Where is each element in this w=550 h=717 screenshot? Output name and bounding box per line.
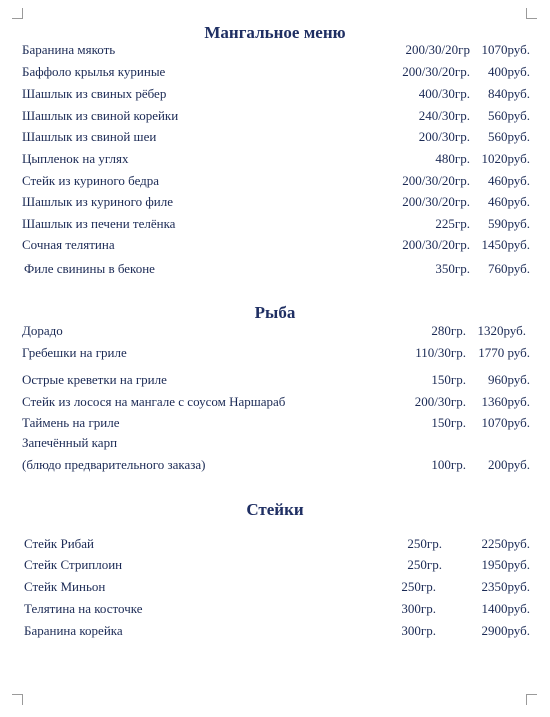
item-price: 1950руб. bbox=[481, 557, 530, 572]
item-price: 1450руб. bbox=[481, 237, 530, 252]
item-name: Таймень на гриле bbox=[22, 415, 120, 430]
item-weight: 150гр. bbox=[431, 415, 466, 430]
section-title-steaks: Стейки bbox=[246, 500, 304, 519]
item-name: Стейк Рибай bbox=[24, 536, 95, 551]
menu-item bbox=[22, 621, 530, 641]
menu-item bbox=[22, 392, 530, 412]
item-price: 960руб. bbox=[487, 372, 530, 387]
item-name: Филе свинины в беконе bbox=[24, 261, 155, 276]
item-price: 590руб. bbox=[487, 216, 530, 231]
item-price: 560руб. bbox=[487, 129, 530, 144]
item-name: Стейк из лосося на мангале с соусом Наршараб bbox=[22, 394, 286, 409]
item-weight: 250гр. bbox=[407, 557, 442, 572]
item-weight: 240/30гр. bbox=[418, 108, 470, 123]
menu-item bbox=[22, 235, 530, 255]
menu-item bbox=[22, 127, 530, 147]
menu-item bbox=[22, 433, 530, 453]
crop-mark-bottom-right bbox=[526, 694, 537, 705]
menu-item bbox=[22, 577, 530, 597]
item-name: Цыпленок на углях bbox=[22, 151, 129, 166]
item-weight: 200/30/20гр. bbox=[402, 237, 470, 252]
menu-item bbox=[22, 534, 530, 554]
menu-item bbox=[22, 413, 530, 433]
menu-item bbox=[22, 149, 530, 169]
item-price: 1020руб. bbox=[481, 151, 530, 166]
item-weight: 200/30/20гр. bbox=[402, 173, 470, 188]
menu-item bbox=[22, 599, 530, 619]
menu-item bbox=[22, 370, 530, 390]
menu-item bbox=[22, 259, 530, 279]
item-weight: 200/30гр. bbox=[418, 129, 470, 144]
item-weight: 280гр. bbox=[431, 323, 466, 338]
item-weight: 100гр. bbox=[431, 457, 466, 472]
item-price: 460руб. bbox=[487, 173, 530, 188]
item-weight: 200/30/20гр bbox=[405, 42, 470, 57]
item-name: Шашлык из печени телёнка bbox=[22, 216, 176, 231]
item-weight: 200/30гр. bbox=[414, 394, 466, 409]
item-price: 400руб. bbox=[487, 64, 530, 79]
item-price: 2350руб. bbox=[481, 579, 530, 594]
item-weight: 350гр. bbox=[435, 261, 470, 276]
item-weight: 250гр. bbox=[407, 536, 442, 551]
item-weight: 250гр. bbox=[401, 579, 436, 594]
menu-item bbox=[22, 62, 530, 82]
item-name: Запечённый карп bbox=[22, 435, 118, 450]
item-price: 560руб. bbox=[487, 108, 530, 123]
item-price: 460руб. bbox=[487, 194, 530, 209]
item-name: Шашлык из свиных рёбер bbox=[22, 86, 167, 101]
item-weight: 200/30/20гр. bbox=[402, 64, 470, 79]
item-weight: 110/30гр. bbox=[415, 345, 466, 360]
item-price: 1360руб. bbox=[481, 394, 530, 409]
item-name: Телятина на косточке bbox=[24, 601, 143, 616]
menu-item bbox=[22, 84, 530, 104]
menu-item bbox=[22, 321, 530, 341]
item-weight: 400/30гр. bbox=[418, 86, 470, 101]
item-weight: 300гр. bbox=[401, 601, 436, 616]
item-name: Баффоло крылья куриные bbox=[22, 64, 166, 79]
item-weight: 300гр. bbox=[401, 623, 436, 638]
menu-item bbox=[22, 192, 530, 212]
item-price: 2900руб. bbox=[481, 623, 530, 638]
item-name: Гребешки на гриле bbox=[22, 345, 127, 360]
item-price: 760руб. bbox=[487, 261, 530, 276]
item-name: Острые креветки на гриле bbox=[22, 372, 167, 387]
item-price: 1070руб. bbox=[481, 42, 530, 57]
item-name: Шашлык из куриного филе bbox=[22, 194, 173, 209]
item-name: Баранина корейка bbox=[24, 623, 123, 638]
menu-item bbox=[22, 40, 530, 60]
section-title-grill: Мангальное меню bbox=[204, 23, 346, 42]
menu-item bbox=[22, 455, 530, 475]
item-name: Шашлык из свиной шеи bbox=[22, 129, 157, 144]
item-price: 1400руб. bbox=[481, 601, 530, 616]
item-name: Стейк из куриного бедра bbox=[22, 173, 160, 188]
item-price: 1770 руб. bbox=[478, 345, 530, 360]
item-weight: 150гр. bbox=[431, 372, 466, 387]
menu-item bbox=[22, 171, 530, 191]
menu-item bbox=[22, 343, 530, 363]
item-name: Сочная телятина bbox=[22, 237, 115, 252]
item-name: Шашлык из свиной корейки bbox=[22, 108, 179, 123]
item-name: Стейк Стриплоин bbox=[24, 557, 123, 572]
menu-item bbox=[22, 555, 530, 575]
crop-mark-top-right bbox=[526, 8, 537, 19]
item-name: Баранина мякоть bbox=[22, 42, 116, 57]
item-price: 2250руб. bbox=[481, 536, 530, 551]
crop-mark-top-left bbox=[12, 8, 23, 19]
item-price: 840руб. bbox=[487, 86, 530, 101]
item-price: 1320руб. bbox=[477, 323, 526, 338]
item-weight: 200/30/20гр. bbox=[402, 194, 470, 209]
item-name: Дорадо bbox=[22, 323, 63, 338]
item-price: 1070руб. bbox=[481, 415, 530, 430]
item-name: (блюдо предварительного заказа) bbox=[22, 457, 206, 472]
item-weight: 225гр. bbox=[435, 216, 470, 231]
item-name: Стейк Миньон bbox=[24, 579, 106, 594]
item-price: 200руб. bbox=[487, 457, 530, 472]
menu-item bbox=[22, 106, 530, 126]
menu-item bbox=[22, 214, 530, 234]
item-weight: 480гр. bbox=[435, 151, 470, 166]
section-title-fish: Рыба bbox=[254, 303, 296, 322]
crop-mark-bottom-left bbox=[12, 694, 23, 705]
